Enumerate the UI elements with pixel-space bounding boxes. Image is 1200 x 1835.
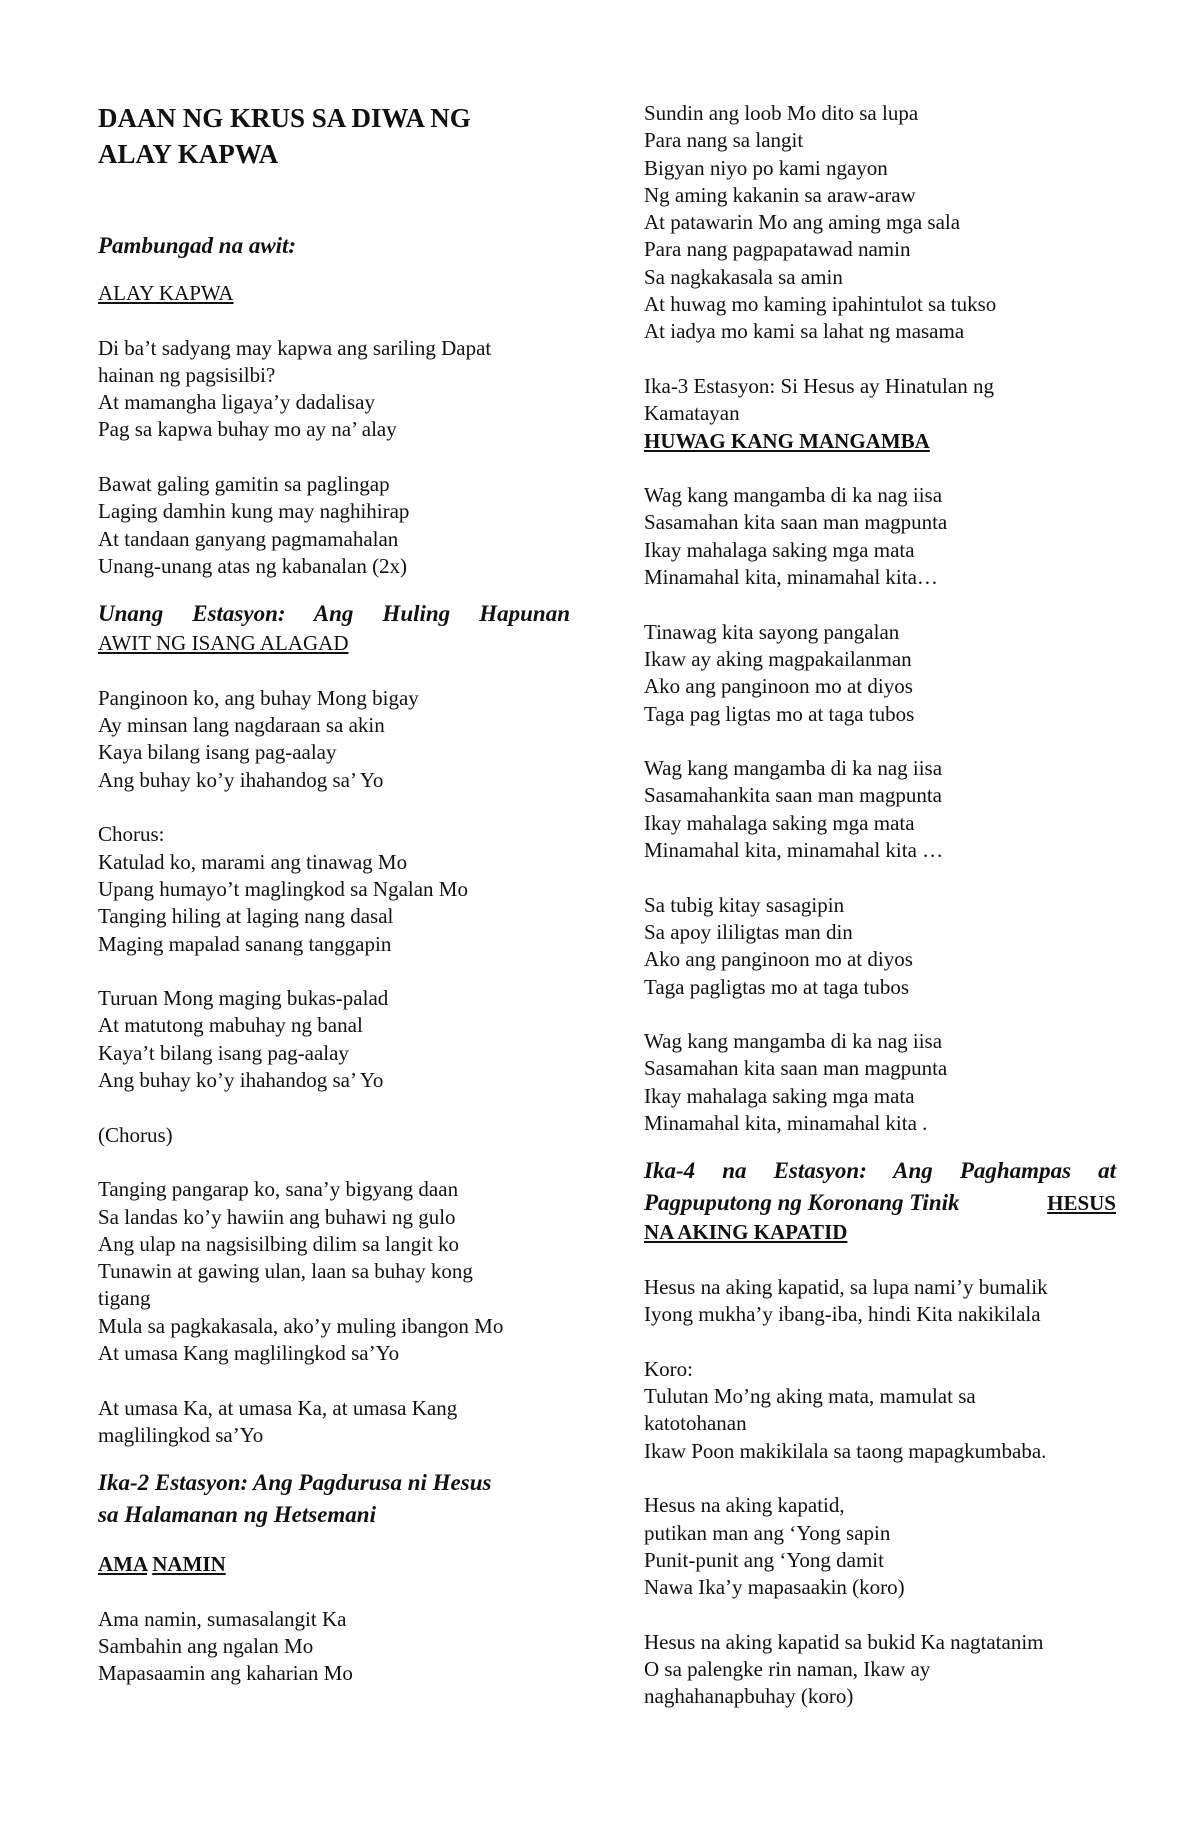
prayer-line: Para nang sa langit [644,128,804,153]
song3-verse-2 [644,619,1144,728]
prayer-line: Ama namin, sumasalangit Ka [98,1606,347,1631]
station-3-heading-line-2: Kamatayan [644,401,740,426]
lyric-line: Sa tubig kitay sasagipin [644,892,845,917]
lyric-line: Sa landas ko’y hawiin ang buhawi ng gulo [98,1204,456,1229]
lyric-line: Ikaw Poon makikilala sa taong mapagkumbaba. [644,1438,1047,1463]
prayer-title [98,1551,598,1578]
lyric-line: Unang-unang atas ng kabanalan (2x) [98,553,408,578]
lyric-line: Minamahal kita, minamahal kita … [644,838,944,863]
document-title-line-1: DAAN NG KRUS SA DIWA NG [98,103,471,133]
prayer-line: At huwag mo kaming ipahintulot sa tukso [644,292,997,317]
lyric-line: putikan man ang ‘Yong sapin [644,1520,891,1545]
lyric-line: Wag kang mangamba di ka nag iisa [644,1029,943,1054]
lyric-line: Ang ulap na nagsisilbing dilim sa langit ko [98,1231,460,1256]
lyric-line: Maging mapalad sanang tanggapin [98,931,392,956]
lyric-line: At umasa Ka, at umasa Ka, at umasa Kang [98,1395,458,1420]
song-title-alay-kapwa: ALAY KAPWA [98,281,234,305]
lyric-line: Hesus na aking kapatid, sa lupa nami’y bumalik [644,1274,1048,1299]
song2-chorus [98,821,598,957]
song3-verse-5 [644,1028,1144,1137]
lyric-line: Turuan Mong maging bukas-palad [98,986,389,1011]
prayer-line: Bigyan niyo po kami ngayon [644,155,888,180]
song4-koro [644,1356,1144,1465]
lyric-line: Ay minsan lang nagdaraan sa akin [98,713,385,738]
lyric-line: Wag kang mangamba di ka nag iisa [644,756,943,781]
lyric-line: Tulutan Mo’ng aking mata, mamulat sa [644,1384,976,1409]
lyric-line: Bawat galing gamitin sa paglingap [98,472,390,497]
lyric-line: Iyong mukha’y ibang-iba, hindi Kita nakikilala [644,1302,1041,1327]
lyric-line: Sa apoy ililigtas man din [644,919,853,944]
lyric-line: Taga pagligtas mo at taga tubos [644,974,910,999]
song4-verse-1 [644,1274,1144,1329]
lyric-line: At umasa Kang maglilingkod sa’Yo [98,1340,400,1365]
lyric-line: Minamahal kita, minamahal kita… [644,565,938,590]
lyric-line: hainan ng pagsisilbi? [98,362,276,387]
prayer-title-word-1: AMA [98,1552,147,1577]
lyric-line: Tanging hiling at laging nang dasal [98,904,394,929]
lyric-line: Upang humayo’t maglingkod sa Ngalan Mo [98,876,468,901]
left-column [98,0,598,1688]
song1-verse-1 [98,335,598,444]
prayer-line: Ng aming kakanin sa araw-araw [644,182,916,207]
song2-verse-3 [98,1176,598,1367]
song2-verse-2 [98,985,598,1094]
lyric-line: Hesus na aking kapatid, [644,1493,845,1518]
lyric-line: Ikaw ay aking magpakailanman [644,646,912,671]
lyric-line: Minamahal kita, minamahal kita . [644,1110,928,1135]
prayer-line: Sundin ang loob Mo dito sa lupa [644,101,919,125]
lyric-line: O sa palengke rin naman, Ikaw ay [644,1657,931,1682]
prayer-line: Sambahin ang ngalan Mo [98,1634,314,1659]
song-title-hesus-part-1: HESUS [1047,1191,1116,1216]
lyric-line: Ako ang panginoon mo at diyos [644,674,913,699]
koro-label: Koro: [644,1356,693,1381]
song3-verse-3 [644,755,1144,864]
lyric-line: Nawa Ika’y mapasaakin (koro) [644,1575,905,1600]
lyric-line: At mamangha ligaya’y dadalisay [98,390,375,415]
lyric-line: Sasamahan kita saan man magpunta [644,510,948,535]
lyric-line: katotohanan [644,1411,747,1436]
lyric-line: Ang buhay ko’y ihahandog sa’ Yo [98,1068,384,1093]
lyric-line: Ang buhay ko’y ihahandog sa’ Yo [98,767,384,792]
lyric-line: Taga pag ligtas mo at taga tubos [644,701,915,726]
song-title-huwag-kang-mangamba: HUWAG KANG MANGAMBA [644,428,930,453]
station-2-heading-line-2: sa Halamanan ng Hetsemani [98,1502,376,1528]
station-2-heading-line-1: Ika-2 Estasyon: Ang Pagdurusa ni Hesus [98,1470,492,1496]
document-title-line-2: ALAY KAPWA [98,139,279,169]
prayer-line: Para nang pagpapatawad namin [644,237,911,262]
lyric-line: Mula sa pagkakasala, ako’y muling ibangon Mo [98,1313,504,1338]
song-title-hesus-part-2: NA AKING KAPATID [644,1220,848,1245]
song4-verse-2 [644,1492,1144,1601]
lyric-line: At matutong mabuhay ng banal [98,1013,363,1038]
chorus-reference: (Chorus) [98,1122,173,1147]
lyric-line: Ako ang panginoon mo at diyos [644,947,913,972]
prayer-line: At patawarin Mo ang aming mga sala [644,210,961,235]
station-1-heading: Unang Estasyon: Ang Huling Hapunan [98,601,570,627]
song-title-awit-ng-isang-alagad: AWIT NG ISANG ALAGAD [98,631,349,656]
prayer-title-word-2: NAMIN [152,1552,226,1577]
prayer-line: At iadya mo kami sa lahat ng masama [644,319,965,344]
song3-verse-4 [644,892,1144,1001]
lyric-line: Punit-punit ang ‘Yong damit [644,1547,884,1572]
opening-hymn-label: Pambungad na awit: [98,233,297,258]
lyric-line: Sasamahan kita saan man magpunta [644,1056,948,1081]
right-column [644,0,1144,1711]
lyric-line: Tunawin at gawing ulan, laan sa buhay kong [98,1259,473,1284]
lyric-line: Ikay mahalaga saking mga mata [644,810,915,835]
prayer-line: Sa nagkakasala sa amin [644,264,843,289]
lyric-line: tigang [98,1286,151,1311]
song4-verse-3 [644,1629,1144,1711]
lyric-line: Hesus na aking kapatid sa bukid Ka nagtatanim [644,1629,1044,1654]
station-3-heading-line-1: Ika-3 Estasyon: Si Hesus ay Hinatulan ng [644,373,994,398]
song2-verse-4 [98,1395,598,1450]
lyric-line: Tanging pangarap ko, sana’y bigyang daan [98,1177,459,1202]
prayer-continuation [644,100,1144,346]
song1-verse-2 [98,471,598,580]
lyric-line: Katulad ko, marami ang tinawag Mo [98,849,408,874]
lyric-line: Sasamahankita saan man magpunta [644,783,942,808]
station-4-heading-line-1: Ika-4 na Estasyon: Ang Paghampas at [644,1158,1116,1184]
station-4-heading-line-2: Pagpuputong ng Koronang Tinik [644,1190,960,1216]
lyric-line: Wag kang mangamba di ka nag iisa [644,483,943,508]
lyric-line: Tinawag kita sayong pangalan [644,619,900,644]
song2-verse-1 [98,685,598,794]
lyric-line: maglilingkod sa’Yo [98,1422,264,1447]
song3-verse-1 [644,482,1144,591]
lyric-line: Ikay mahalaga saking mga mata [644,537,915,562]
lyric-line: naghahanapbuhay (koro) [644,1684,854,1709]
lyric-line: Laging damhin kung may naghihirap [98,499,410,524]
lyric-line: Di ba’t sadyang may kapwa ang sariling Dapat [98,335,492,360]
prayer-lines [98,1606,598,1688]
lyric-line: At tandaan ganyang pagmamahalan [98,526,399,551]
lyric-line: Panginoon ko, ang buhay Mong bigay [98,685,419,710]
prayer-line: Mapasaamin ang kaharian Mo [98,1661,353,1686]
lyric-line: Ikay mahalaga saking mga mata [644,1083,915,1108]
lyric-line: Pag sa kapwa buhay mo ay na’ alay [98,417,397,442]
station-4-heading-line-2-row [644,1187,1116,1219]
chorus-label: Chorus: [98,822,165,847]
lyric-line: Kaya bilang isang pag-aalay [98,740,337,765]
lyric-line: Kaya’t bilang isang pag-aalay [98,1040,349,1065]
